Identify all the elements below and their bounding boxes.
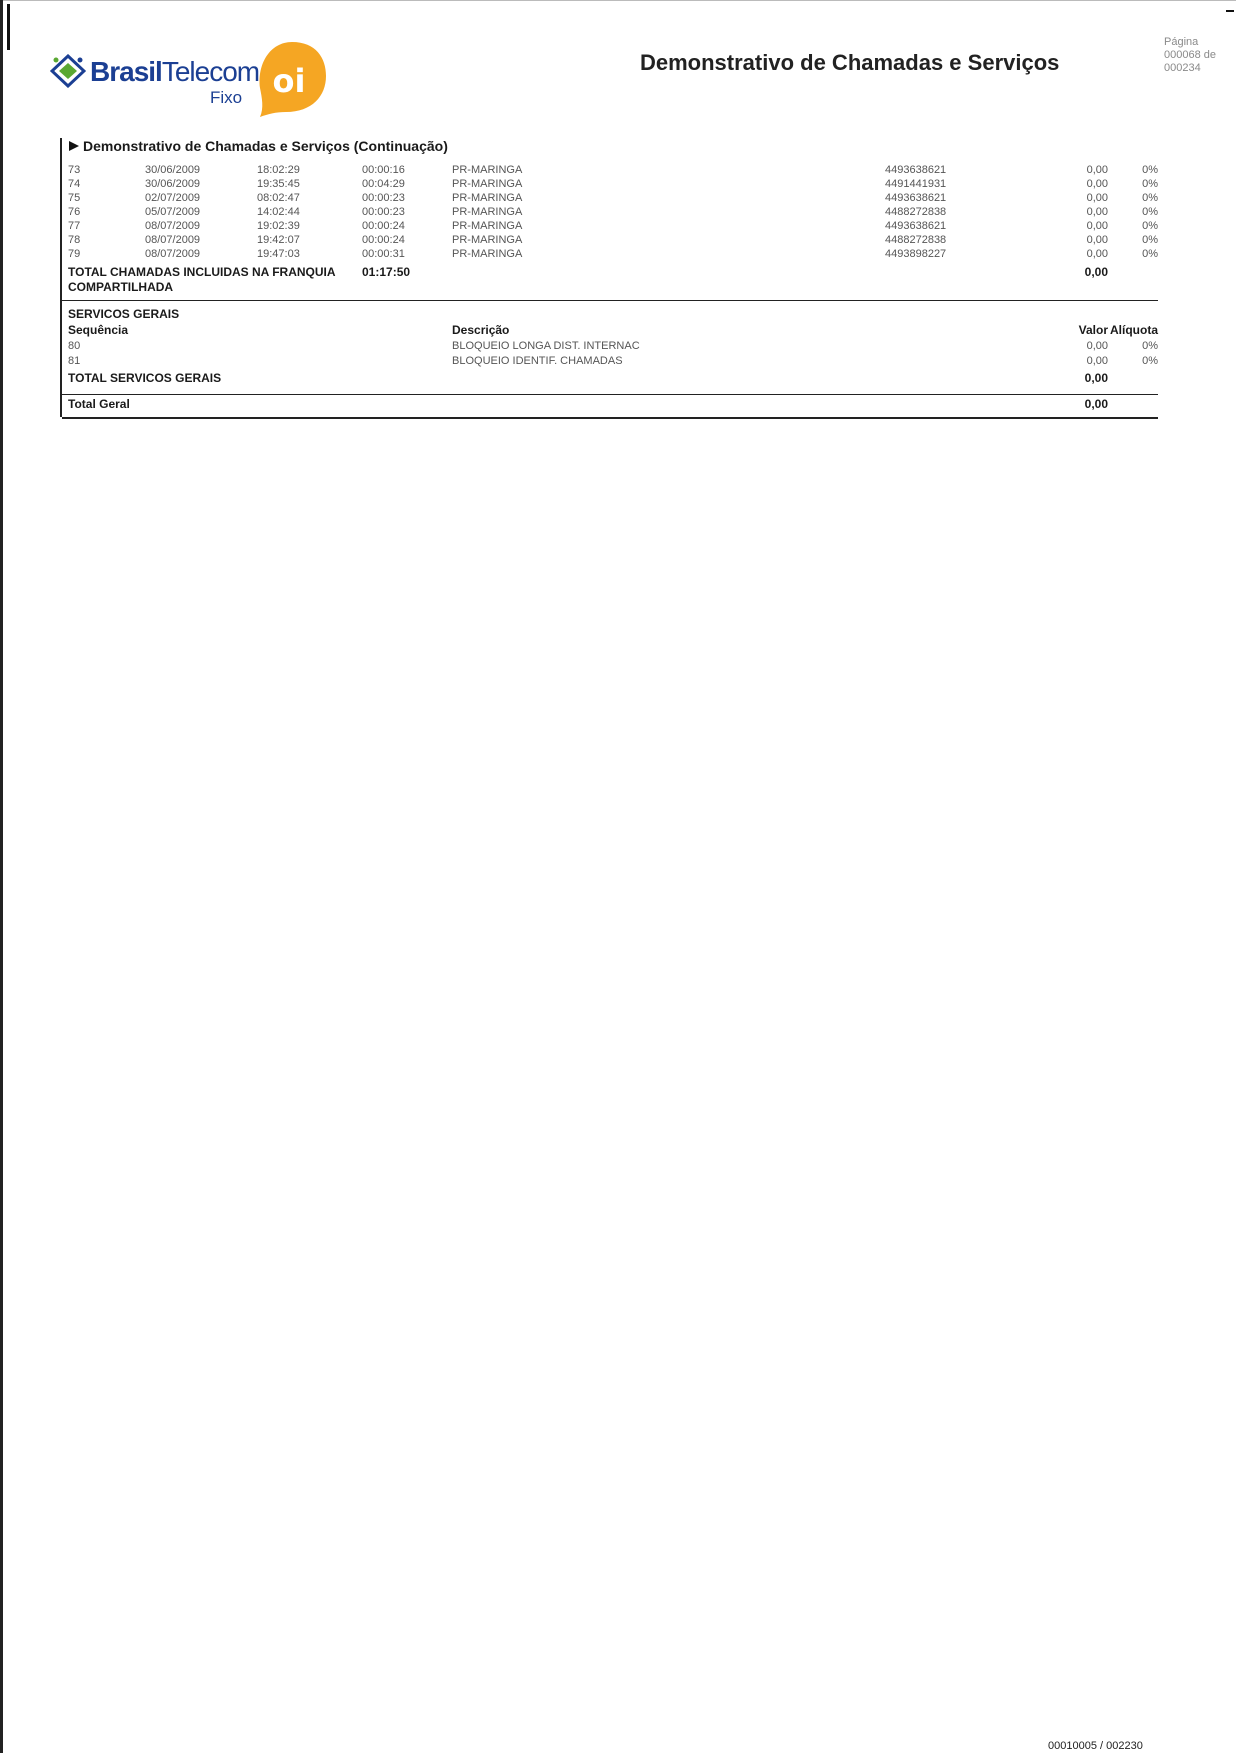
services-total-value: 0,00 — [1084, 371, 1108, 385]
call-seq: 74 — [68, 178, 81, 190]
call-number: 4493638621 — [885, 192, 947, 204]
call-duration: 00:00:23 — [362, 206, 405, 218]
service-rate: 0% — [1142, 340, 1158, 352]
scan-edge-left — [0, 0, 3, 1753]
call-duration: 00:00:16 — [362, 164, 405, 176]
scan-mark-right — [1226, 10, 1234, 12]
call-duration: 00:00:24 — [362, 220, 405, 232]
table-row — [60, 234, 1158, 248]
section-title-text: Demonstrativo de Chamadas e Serviços (Continuação) — [83, 138, 448, 154]
service-value: 0,00 — [1086, 355, 1108, 367]
call-value: 0,00 — [1086, 206, 1108, 218]
call-number: 4493898227 — [885, 248, 947, 260]
call-rate: 0% — [1142, 178, 1158, 190]
divider — [62, 394, 1158, 395]
call-seq: 76 — [68, 206, 81, 218]
grand-total-label: Total Geral — [68, 397, 130, 411]
page-current: 000068 de — [1164, 49, 1216, 61]
call-location: PR-MARINGA — [452, 178, 523, 190]
call-rate: 0% — [1142, 220, 1158, 232]
call-date: 08/07/2009 — [145, 248, 201, 260]
call-seq: 78 — [68, 234, 81, 246]
table-row — [60, 206, 1158, 220]
divider — [62, 300, 1158, 301]
call-seq: 79 — [68, 248, 81, 260]
page-label: Página — [1164, 36, 1199, 48]
play-arrow-icon — [68, 140, 80, 152]
section-title — [68, 138, 448, 154]
call-location: PR-MARINGA — [452, 248, 523, 260]
services-col-desc: Descrição — [452, 323, 510, 337]
table-row — [60, 192, 1158, 206]
oi-logo-text: oi — [272, 62, 306, 100]
service-desc: BLOQUEIO LONGA DIST. INTERNAC — [452, 340, 640, 352]
call-rate: 0% — [1142, 248, 1158, 260]
call-time: 08:02:47 — [257, 192, 300, 204]
document-title: Demonstrativo de Chamadas e Serviços — [640, 50, 1060, 75]
call-number: 4491441931 — [885, 178, 947, 190]
call-time: 19:02:39 — [257, 220, 300, 232]
services-col-seq: Sequência — [68, 323, 129, 337]
footer-code: 00010005 / 002230 — [1048, 1740, 1143, 1752]
call-time: 14:02:44 — [257, 206, 300, 218]
call-value: 0,00 — [1086, 164, 1108, 176]
services-title: SERVICOS GERAIS — [68, 307, 180, 321]
call-date: 08/07/2009 — [145, 234, 201, 246]
table-row — [60, 248, 1158, 262]
table-row — [60, 178, 1158, 192]
page-total: 000234 — [1164, 62, 1201, 74]
divider-bottom — [62, 417, 1158, 419]
brand-light: Telecom — [161, 56, 260, 87]
call-duration: 00:00:24 — [362, 234, 405, 246]
brand-name — [90, 56, 259, 88]
calls-total-duration: 01:17:50 — [362, 265, 411, 279]
services-total-label: TOTAL SERVICOS GERAIS — [68, 371, 222, 385]
call-location: PR-MARINGA — [452, 192, 523, 204]
call-number: 4488272838 — [885, 206, 947, 218]
table-row — [60, 355, 1158, 369]
call-rate: 0% — [1142, 234, 1158, 246]
call-rate: 0% — [1142, 164, 1158, 176]
call-number: 4493638621 — [885, 220, 947, 232]
call-date: 30/06/2009 — [145, 178, 201, 190]
call-duration: 00:04:29 — [362, 178, 405, 190]
call-location: PR-MARINGA — [452, 220, 523, 232]
grand-total-value: 0,00 — [1084, 397, 1108, 411]
table-row — [60, 220, 1158, 234]
call-value: 0,00 — [1086, 178, 1108, 190]
brasil-telecom-oi-logo — [50, 40, 340, 120]
brasil-telecom-mark-icon — [50, 54, 86, 88]
calls-total-label: TOTAL CHAMADAS INCLUIDAS NA FRANQUIA COMPARTILHADA — [68, 265, 336, 294]
call-duration: 00:00:31 — [362, 248, 405, 260]
page-info — [1164, 36, 1216, 75]
service-seq: 81 — [68, 355, 81, 367]
call-time: 19:35:45 — [257, 178, 300, 190]
call-rate: 0% — [1142, 206, 1158, 218]
call-value: 0,00 — [1086, 192, 1108, 204]
service-desc: BLOQUEIO IDENTIF. CHAMADAS — [452, 355, 623, 367]
call-value: 0,00 — [1086, 234, 1108, 246]
services-col-rate: Alíquota — [1110, 323, 1158, 337]
table-row — [60, 340, 1158, 354]
call-date: 02/07/2009 — [145, 192, 201, 204]
service-seq: 80 — [68, 340, 81, 352]
call-number: 4493638621 — [885, 164, 947, 176]
scan-mark — [7, 4, 10, 50]
call-seq: 73 — [68, 164, 81, 176]
call-location: PR-MARINGA — [452, 234, 523, 246]
service-value: 0,00 — [1086, 340, 1108, 352]
services-col-value: Valor — [1078, 323, 1108, 337]
call-time: 18:02:29 — [257, 164, 300, 176]
brand-sub: Fixo — [210, 88, 243, 107]
call-location: PR-MARINGA — [452, 206, 523, 218]
service-rate: 0% — [1142, 355, 1158, 367]
call-number: 4488272838 — [885, 234, 947, 246]
page-edge-top — [0, 0, 1236, 1]
brand-bold: Brasil — [90, 56, 162, 87]
call-date: 30/06/2009 — [145, 164, 201, 176]
call-seq: 75 — [68, 192, 81, 204]
call-value: 0,00 — [1086, 248, 1108, 260]
call-seq: 77 — [68, 220, 81, 232]
calls-total-value: 0,00 — [1084, 265, 1108, 279]
call-value: 0,00 — [1086, 220, 1108, 232]
call-rate: 0% — [1142, 192, 1158, 204]
call-location: PR-MARINGA — [452, 164, 523, 176]
call-date: 08/07/2009 — [145, 220, 201, 232]
call-time: 19:42:07 — [257, 234, 300, 246]
call-duration: 00:00:23 — [362, 192, 405, 204]
table-row — [60, 164, 1158, 178]
call-time: 19:47:03 — [257, 248, 300, 260]
call-date: 05/07/2009 — [145, 206, 201, 218]
